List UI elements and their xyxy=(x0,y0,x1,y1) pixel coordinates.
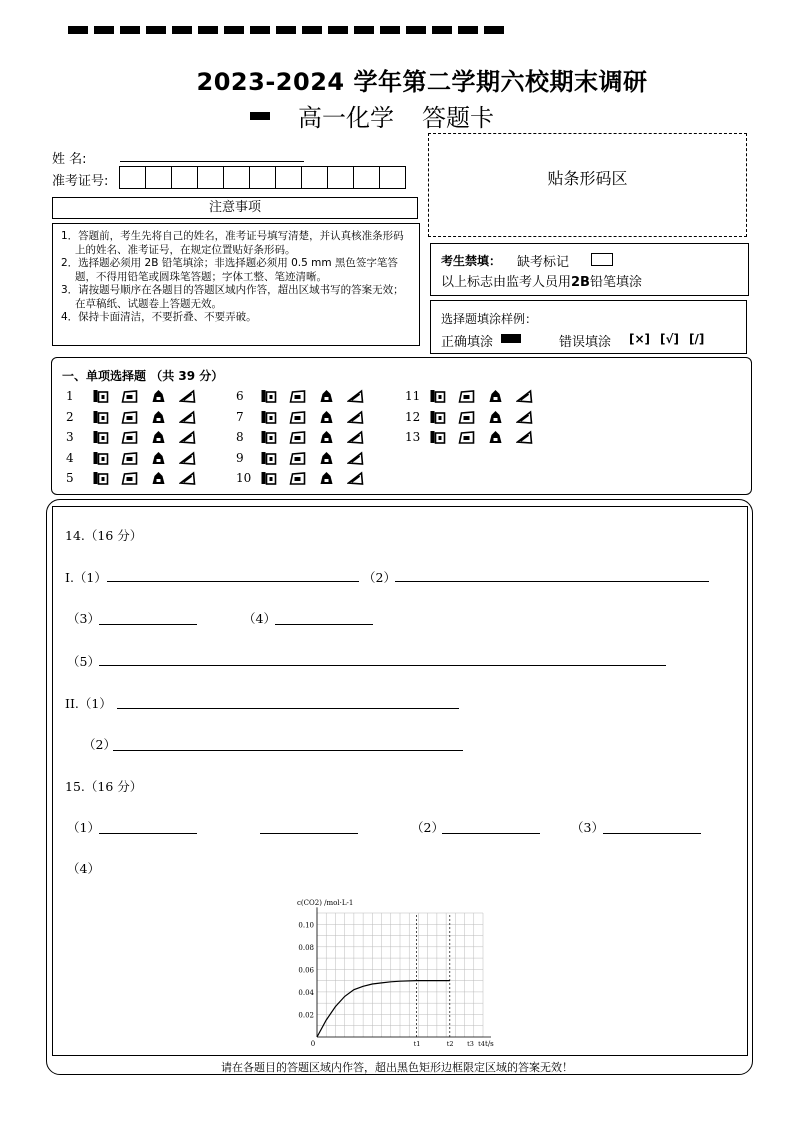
absent-mark-label: 缺考标记 xyxy=(517,255,570,270)
choice-question-row xyxy=(405,386,545,407)
choice-bubble-b-icon[interactable] xyxy=(458,430,475,444)
question-number: 2 xyxy=(66,409,74,424)
choice-bubble-d-icon[interactable] xyxy=(347,451,364,465)
q14-ii1-answer-line[interactable] xyxy=(117,707,459,709)
choice-bubble-a-icon[interactable] xyxy=(92,451,109,465)
choice-question-row xyxy=(66,448,208,469)
choice-bubble-c-icon[interactable] xyxy=(150,451,167,465)
choice-section xyxy=(51,357,752,495)
notice-item: 3．请按题号顺序在各题目的答题区域内作答，超出区域书写的答案无效；在草稿纸、试题卷上答题无效。 xyxy=(61,284,404,310)
choice-question-row xyxy=(236,407,376,428)
x-tick-label: t1 xyxy=(413,1040,421,1048)
q15-1-answer-line[interactable] xyxy=(99,832,197,834)
choice-bubble-c-icon[interactable] xyxy=(150,410,167,424)
absent-label: 考生禁填： xyxy=(441,254,502,268)
notice-item: 2．选择题必须用 2B 铅笔填涂；非选择题必须用 0.5 mm 黑色签字笔答题，不得用铅笔或圆珠笔答题；字体工整、笔迹清晰。 xyxy=(61,257,398,283)
choice-bubble-d-icon[interactable] xyxy=(516,389,533,403)
absent-note-text: 以上标志由监考人员用 xyxy=(441,275,572,290)
wrong-fill-samples xyxy=(629,332,704,346)
wrong-fill-label: 错误填涂 xyxy=(559,335,612,350)
choice-bubble-c-icon[interactable] xyxy=(318,410,335,424)
choice-bubble-d-icon[interactable] xyxy=(179,410,196,424)
q14-i2-label: （2） xyxy=(363,570,396,585)
notice-box xyxy=(52,223,420,346)
choice-bubble-d-icon[interactable] xyxy=(347,410,364,424)
choice-bubble-c-icon[interactable] xyxy=(318,471,335,485)
question-number: 5 xyxy=(66,471,74,486)
choice-bubble-a-icon[interactable] xyxy=(429,389,446,403)
choice-bubble-d-icon[interactable] xyxy=(516,410,533,424)
q14-i1-answer-line[interactable] xyxy=(107,580,359,582)
fill-example-title: 选择题填涂样例： xyxy=(441,312,538,326)
name-label: 姓 名: xyxy=(52,152,87,167)
choice-bubble-b-icon[interactable] xyxy=(289,471,306,485)
section1-score: （共 39 分） xyxy=(150,369,224,383)
correct-fill-label: 正确填涂 xyxy=(441,335,494,350)
q15-2-label: （2） xyxy=(411,820,444,835)
choice-bubble-a-icon[interactable] xyxy=(260,451,277,465)
question-number: 8 xyxy=(236,430,244,445)
choice-question-row xyxy=(236,427,376,448)
q14-i2-answer-line[interactable] xyxy=(395,580,709,582)
choice-bubble-d-icon[interactable] xyxy=(347,471,364,485)
choice-bubble-b-icon[interactable] xyxy=(458,389,475,403)
q15-3-label: （3） xyxy=(571,820,604,835)
origin-label: 0 xyxy=(310,1040,316,1048)
question-number: 13 xyxy=(405,430,421,445)
question-number: 3 xyxy=(66,430,74,445)
choice-bubble-c-icon[interactable] xyxy=(487,430,504,444)
position-mark xyxy=(250,112,270,120)
q14-i5-label: （5） xyxy=(67,654,100,669)
choice-bubble-d-icon[interactable] xyxy=(179,430,196,444)
y-tick-label: 0.08 xyxy=(298,943,314,952)
section1-title-text: 一、单项选择题 xyxy=(62,369,147,383)
choice-column xyxy=(66,386,208,489)
choice-bubble-b-icon[interactable] xyxy=(458,410,475,424)
q14-ii2-label: （2） xyxy=(83,737,116,752)
q15-1b-answer-line[interactable] xyxy=(260,832,358,834)
q15-4-label: （4） xyxy=(67,861,100,876)
choice-question-row xyxy=(66,407,208,428)
choice-bubble-d-icon[interactable] xyxy=(179,471,196,485)
choice-bubble-b-icon[interactable] xyxy=(121,430,138,444)
choice-bubble-a-icon[interactable] xyxy=(260,430,277,444)
correct-fill-sample xyxy=(501,334,521,343)
y-axis-label: c(CO2) /mol·L-1 xyxy=(297,899,354,907)
barcode-area xyxy=(428,133,747,237)
choice-bubble-c-icon[interactable] xyxy=(318,451,335,465)
choice-question-row xyxy=(236,468,376,489)
choice-bubble-d-icon[interactable] xyxy=(179,451,196,465)
choice-bubble-c-icon[interactable] xyxy=(150,389,167,403)
question-number: 12 xyxy=(405,409,421,424)
absent-note-bold: 2B xyxy=(571,275,590,290)
choice-bubble-b-icon[interactable] xyxy=(289,410,306,424)
q14-title: 14.（16 分） xyxy=(65,528,143,543)
question-number: 7 xyxy=(236,409,244,424)
footer-note: 请在各题目的答题区域内作答，超出黑色矩形边框限定区域的答案无效！ xyxy=(221,1061,573,1074)
exam-id-boxes[interactable] xyxy=(120,166,406,189)
question-number: 9 xyxy=(236,450,244,465)
choice-bubble-c-icon[interactable] xyxy=(150,471,167,485)
choice-bubble-c-icon[interactable] xyxy=(487,410,504,424)
notice-item: 1．答题前，考生先将自己的姓名，准考证号填写清楚，并认真核准条形码上的姓名、准考证号，在规定位置贴好条形码。 xyxy=(61,230,404,256)
q14-i4-label: （4） xyxy=(243,611,276,626)
choice-bubble-a-icon[interactable] xyxy=(260,410,277,424)
y-tick-label: 0.02 xyxy=(298,1011,314,1020)
notice-item: 4．保持卡面清洁，不要折叠、不要弄破。 xyxy=(61,311,257,323)
choice-bubble-d-icon[interactable] xyxy=(347,430,364,444)
question-number: 1 xyxy=(66,389,74,404)
choice-column xyxy=(236,386,376,489)
wrong-mark: [×] xyxy=(629,332,651,346)
exam-id-label: 准考证号: xyxy=(52,174,109,189)
q14-ii1-label: II.（1） xyxy=(65,696,112,711)
choice-bubble-c-icon[interactable] xyxy=(487,389,504,403)
choice-bubble-a-icon[interactable] xyxy=(429,410,446,424)
barcode-label: 贴条形码区 xyxy=(547,169,628,188)
question-number: 11 xyxy=(405,389,421,404)
choice-question-row xyxy=(66,427,208,448)
q15-3-answer-line[interactable] xyxy=(603,832,701,834)
choice-bubble-b-icon[interactable] xyxy=(121,410,138,424)
q14-ii2-answer-line[interactable] xyxy=(113,749,463,751)
subject-label: 高一化学 xyxy=(298,104,394,132)
choice-column xyxy=(405,386,545,448)
choice-bubble-c-icon[interactable] xyxy=(150,430,167,444)
question-number: 6 xyxy=(236,389,244,404)
q15-2-answer-line[interactable] xyxy=(442,832,540,834)
choice-bubble-a-icon[interactable] xyxy=(260,389,277,403)
q14-i3-label: （3） xyxy=(67,611,100,626)
section1-title xyxy=(62,367,223,384)
choice-bubble-d-icon[interactable] xyxy=(347,389,364,403)
top-position-marks xyxy=(68,26,504,34)
choice-bubble-a-icon[interactable] xyxy=(92,471,109,485)
choice-bubble-b-icon[interactable] xyxy=(121,451,138,465)
choice-bubble-a-icon[interactable] xyxy=(92,389,109,403)
x-axis-label: t/s xyxy=(485,1040,494,1048)
q14-i4-answer-line[interactable] xyxy=(275,623,373,625)
x-tick-label: t2 xyxy=(446,1040,454,1048)
choice-question-row xyxy=(405,407,545,428)
co2-concentration-chart xyxy=(289,895,509,1053)
choice-bubble-b-icon[interactable] xyxy=(121,389,138,403)
y-tick-label: 0.06 xyxy=(298,966,314,975)
name-field[interactable] xyxy=(120,145,304,162)
q15-title: 15.（16 分） xyxy=(65,779,143,794)
choice-question-row xyxy=(405,427,545,448)
q14-i3-answer-line[interactable] xyxy=(99,623,197,625)
choice-bubble-c-icon[interactable] xyxy=(318,430,335,444)
choice-bubble-d-icon[interactable] xyxy=(179,389,196,403)
choice-bubble-a-icon[interactable] xyxy=(429,430,446,444)
question-number: 4 xyxy=(66,450,74,465)
choice-bubble-b-icon[interactable] xyxy=(121,471,138,485)
choice-question-row xyxy=(236,448,376,469)
page-title: 2023-2024 学年第二学期六校期末调研 xyxy=(196,68,648,96)
choice-question-row xyxy=(236,386,376,407)
x-tick-label: t4 xyxy=(478,1040,485,1048)
choice-bubble-b-icon[interactable] xyxy=(289,451,306,465)
absent-mark-box[interactable] xyxy=(591,253,613,266)
q15-1-label: （1） xyxy=(67,820,100,835)
concentration-curve xyxy=(317,981,450,1037)
choice-bubble-b-icon[interactable] xyxy=(289,430,306,444)
choice-bubble-a-icon[interactable] xyxy=(92,410,109,424)
choice-bubble-d-icon[interactable] xyxy=(516,430,533,444)
choice-question-row xyxy=(66,386,208,407)
choice-question-row xyxy=(66,468,208,489)
choice-bubble-b-icon[interactable] xyxy=(289,389,306,403)
fill-example-box xyxy=(430,300,747,354)
wrong-mark: [√] xyxy=(660,332,680,346)
answer-area xyxy=(52,506,748,1056)
q14-i5-answer-line[interactable] xyxy=(99,664,666,666)
page-subtitle xyxy=(250,98,494,133)
absent-note-text: 铅笔填涂 xyxy=(589,275,642,290)
choice-bubble-a-icon[interactable] xyxy=(92,430,109,444)
x-tick-label: t3 xyxy=(467,1040,474,1048)
q14-i1-label: I.（1） xyxy=(65,570,107,585)
question-number: 10 xyxy=(236,471,252,486)
card-label: 答题卡 xyxy=(422,104,494,132)
absent-box xyxy=(430,243,749,296)
wrong-mark: [/] xyxy=(689,332,705,346)
absent-note xyxy=(441,271,642,290)
choice-bubble-a-icon[interactable] xyxy=(260,471,277,485)
y-tick-label: 0.04 xyxy=(298,988,314,997)
choice-bubble-c-icon[interactable] xyxy=(318,389,335,403)
notice-title: 注意事项 xyxy=(52,197,418,219)
y-tick-label: 0.10 xyxy=(298,921,314,930)
